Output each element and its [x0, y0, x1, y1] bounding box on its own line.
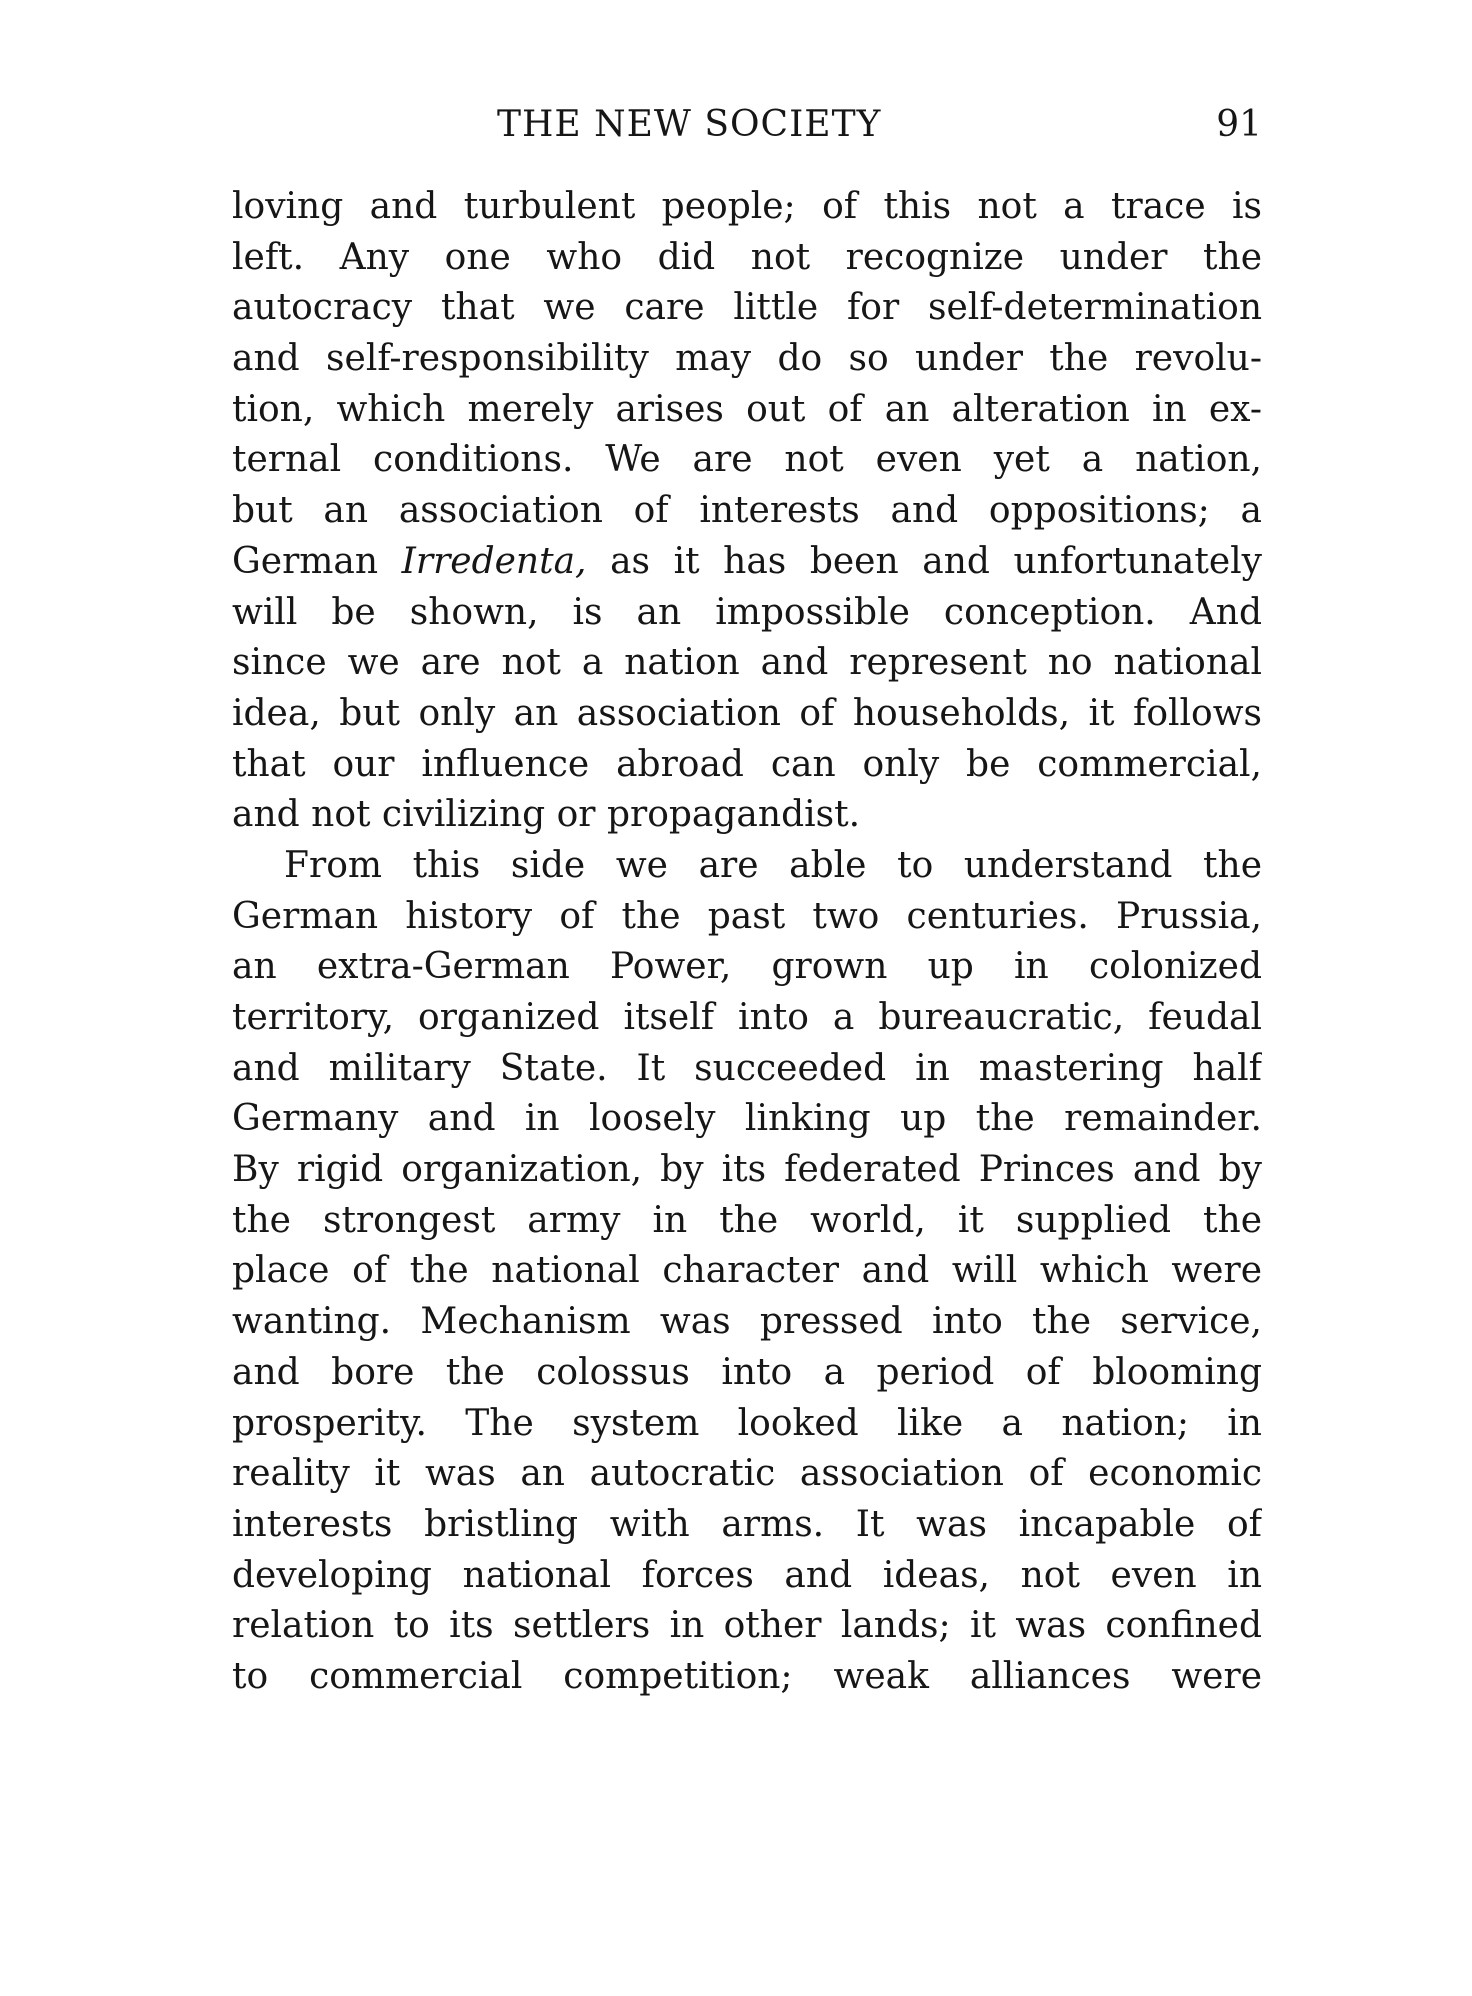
paragraph-2 — [232, 841, 1262, 1703]
text-line: and bore the colossus into a period of blooming — [232, 1351, 1262, 1393]
text-line: reality it was an autocratic association of economic — [232, 1453, 1262, 1495]
text-line: but an association of interests and oppositions; a — [232, 490, 1262, 532]
text-line: an extra-German Power, grown up in colonized — [232, 946, 1262, 988]
text-line: developing national forces and ideas, not even in — [232, 1554, 1262, 1596]
text-line: idea, but only an association of households, it follows — [232, 692, 1262, 734]
body-text — [232, 182, 1262, 1703]
text-line: and military State. It succeeded in mastering half — [232, 1047, 1262, 1089]
text-line: Germany and in loosely linking up the remainder. — [232, 1098, 1262, 1140]
line-text: German — [232, 540, 402, 582]
text-line: wanting. Mechanism was pressed into the service, — [232, 1301, 1262, 1343]
text-line: to commercial competition; weak alliances were — [232, 1655, 1262, 1697]
text-line-with-italic — [232, 537, 1262, 588]
text-line: left. Any one who did not recognize under the — [232, 236, 1262, 278]
text-line: and self-responsibility may do so under the revolu- — [232, 338, 1262, 380]
text-line: autocracy that we care little for self-determination — [232, 287, 1262, 329]
running-head — [232, 96, 1262, 166]
text-line: territory, organized itself into a bureaucratic, feudal — [232, 997, 1262, 1038]
text-line: and not civilizing or propagandist. — [232, 794, 861, 836]
running-title: THE NEW SOCIETY — [497, 104, 882, 145]
text-line: that our influence abroad can only be commercial, — [232, 743, 1262, 785]
book-page — [232, 96, 1262, 1896]
text-line: relation to its settlers in other lands; it was confined — [232, 1605, 1262, 1647]
text-line: interests bristling with arms. It was incapable of — [232, 1503, 1262, 1545]
text-line: tion, which merely arises out of an alteration in ex- — [232, 388, 1262, 430]
page-number: 91 — [1216, 104, 1262, 145]
text-line: prosperity. The system looked like a nation; in — [232, 1402, 1262, 1444]
text-line: loving and turbulent people; of this not a trace is — [232, 186, 1262, 227]
text-line: From this side we are able to understand the — [284, 844, 1262, 886]
text-line: German history of the past two centuries. Prussia, — [232, 895, 1262, 937]
text-line: will be shown, is an impossible conception. And — [232, 591, 1262, 633]
text-line: ternal conditions. We are not even yet a nation, — [232, 439, 1262, 481]
italic-term: Irredenta, — [401, 540, 587, 582]
text-line: place of the national character and will which were — [232, 1250, 1262, 1292]
text-line: By rigid organization, by its federated Princes and by — [232, 1149, 1262, 1191]
paragraph-1 — [232, 182, 1262, 841]
line-text: as it has been and unfortunately — [586, 540, 1262, 582]
text-line: the strongest army in the world, it supplied the — [232, 1199, 1262, 1241]
text-line: since we are not a nation and represent no national — [232, 642, 1262, 684]
